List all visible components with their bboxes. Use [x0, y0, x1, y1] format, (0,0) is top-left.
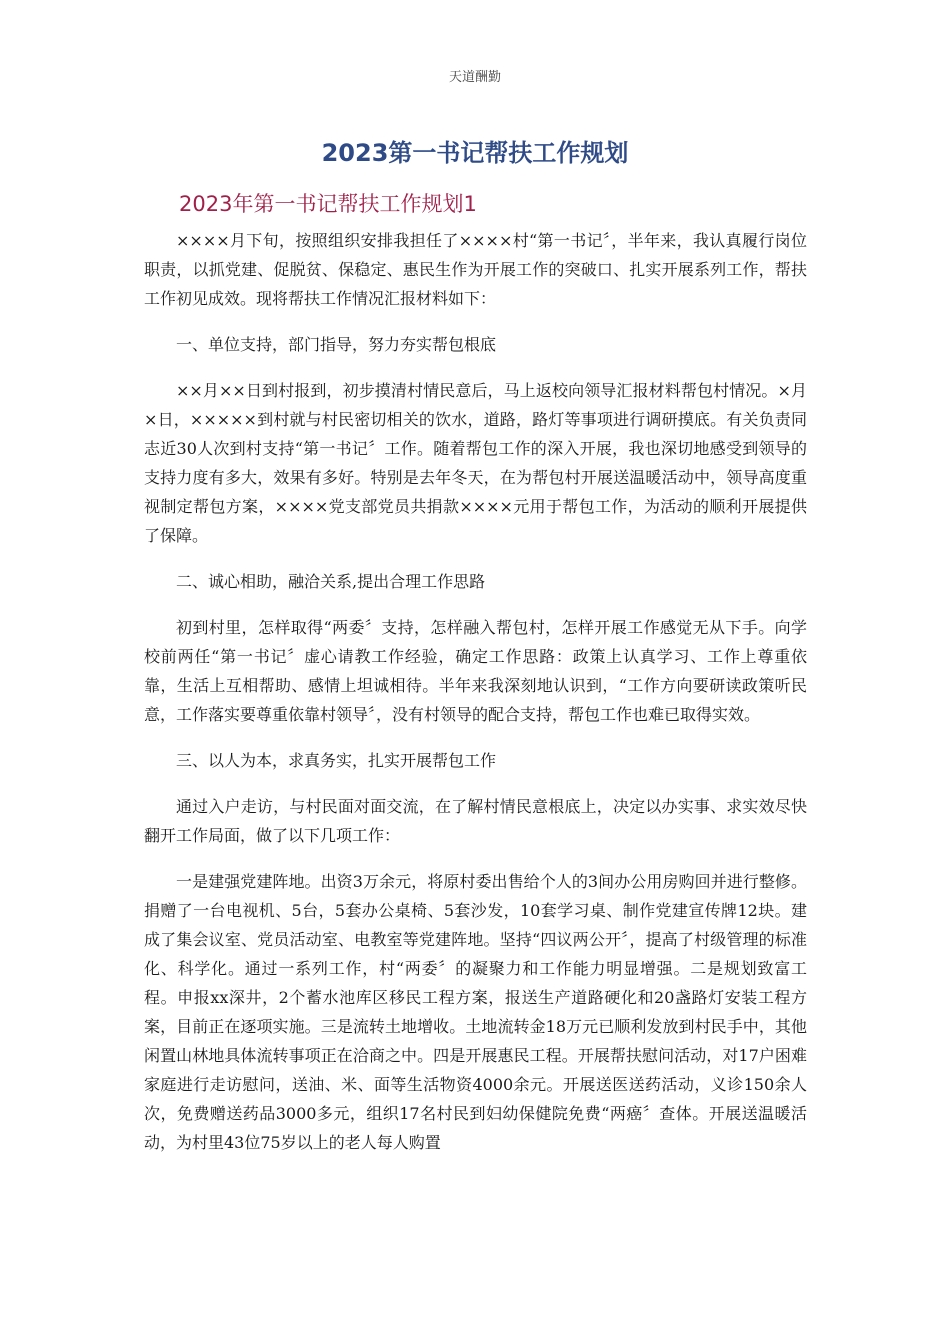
- section-title: 2023年第一书记帮扶工作规划1: [179, 192, 477, 216]
- section-heading-3: 三、以人为本，求真务实，扎实开展帮包工作: [176, 751, 497, 770]
- paragraph-intro: ××××月下旬，按照组织安排我担任了××××村“第一书记〞，半年来，我认真履行岗位职责，以抓党建、促脱贫、保稳定、惠民生作为开展工作的突破口、扎实开展系列工作，帮扶工作初见成效。现将帮扶工作情况汇报材料如下：: [144, 231, 807, 308]
- paragraph-4: 一是建强党建阵地。出资3万余元，将原村委出售给个人的3间办公用房购回并进行整修。捐赠了一台电视机、5台，5套办公桌椅、5套沙发，10套学习桌、制作党建宣传牌12块。建成了集会议室、党员活动室、电教室等党建阵地。坚持“四议两公开〞，提高了村级管理的标准化、科学化。通过一系列工作，村“两委〞的凝聚力和工作能力明显增强。二是规划致富工程。申报xx深井，2个蓄水池库区移民工程方案，报送生产道路硬化和20盏路灯安装工程方案，目前正在逐项实施。三是流转土地增收。土地流转金18万元已顺利发放到村民手中，其他闲置山林地具体流转事项正在洽商之中。四是开展惠民工程。开展帮扶慰问活动，对17户困难家庭进行走访慰问，送油、米、面等生活物资4000余元。开展送医送药活动，义诊150余人次，免费赠送药品3000多元，组织17名村民到妇幼保健院免费“两癌〞查体。开展送温暖活动，为村里43位75岁以上的老人每人购置: [144, 872, 807, 1152]
- page-header: 天道酬勤: [448, 70, 501, 85]
- paragraph-1: ××月××日到村报到，初步摸清村情民意后，马上返校向领导汇报材料帮包村情况。×月×日，×××××到村就与村民密切相关的饮水，道路，路灯等事项进行调研摸底。有关负责同志近30人次到村支持“第一书记〞工作。随着帮包工作的深入开展，我也深切地感受到领导的支持力度有多大，效果有多好。特别是去年冬天，在为帮包村开展送温暖活动中，领导高度重视制定帮包方案，××××党支部党员共捐款××××元用于帮包工作，为活动的顺利开展提供了保障。: [144, 381, 807, 545]
- paragraph-2: 初到村里，怎样取得“两委〞支持，怎样融入帮包村，怎样开展工作感觉无从下手。向学校前两任“第一书记〞虚心请教工作经验，确定工作思路：政策上认真学习、工作上尊重依靠，生活上互相帮助、感情上坦诚相待。半年来我深刻地认识到，“工作方向要研读政策听民意，工作落实要尊重依靠村领导〞，没有村领导的配合支持，帮包工作也难已取得实效。: [144, 618, 807, 724]
- document-body: [144, 226, 807, 1174]
- section-heading-2: 二、诚心相助，融洽关系,提出合理工作思路: [176, 572, 486, 591]
- document-title: 2023第一书记帮扶工作规划: [321, 139, 629, 167]
- section-heading-1: 一、单位支持，部门指导，努力夯实帮包根底: [176, 335, 497, 354]
- paragraph-3: 通过入户走访，与村民面对面交流，在了解村情民意根底上，决定以办实事、求实效尽快翻开工作局面，做了以下几项工作：: [144, 797, 807, 845]
